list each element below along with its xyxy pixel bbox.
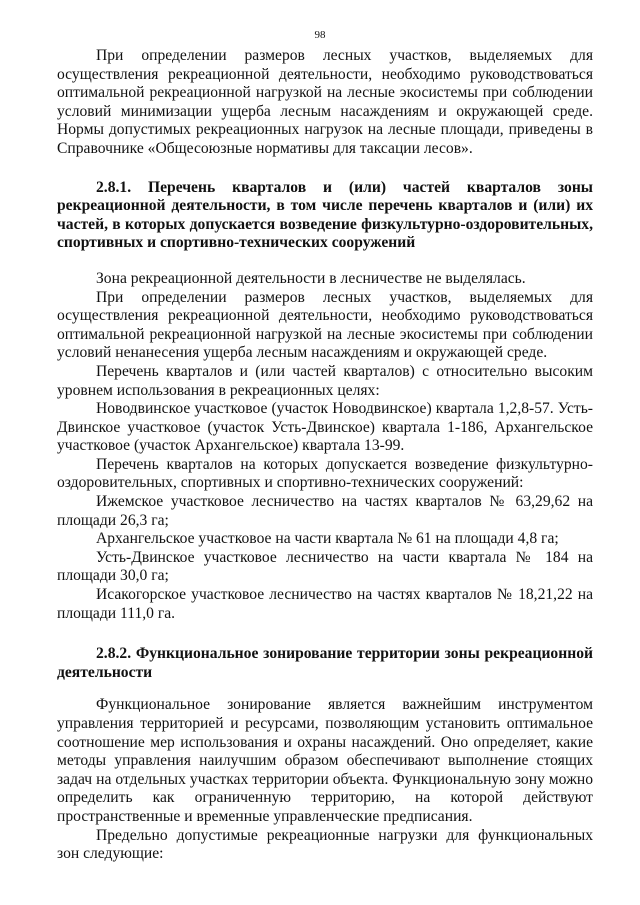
paragraph-plot-sizes: При определении размеров лесных участков, выделяемых для осуществления рекреационной деятельности, необходимо руководствоваться оптимальной рекреационной нагрузкой на лесные экосистемы при соблюдении условий ненанесения ущерба лесным насаждениям и окружающей среде.: [57, 288, 593, 362]
paragraph-ust-dvinskoe: Усть-Двинское участковое лесничество на части квартала № 184 на площади 30,0 га;: [57, 548, 593, 585]
page-content: [57, 47, 593, 864]
heading-2-8-2: 2.8.2. Функциональное зонирование территории зоны рекреационной деятельности: [57, 645, 593, 681]
paragraph-novodvinskoe: Новодвинское участковое (участок Новодвинское) квартала 1,2,8-57. Усть-Двинское участковое (участок Усть-Двинское) квартала 1-186, Архангельское участковое (участок Архангельское) квартала 13-99.: [57, 400, 593, 455]
paragraph-izhemskoe: Ижемское участковое лесничество на частях кварталов № 63,29,62 на площади 26,3 га;: [57, 493, 593, 529]
paragraph-arkhangelskoe: Архангельское участковое на части квартала № 61 на площади 4,8 га;: [96, 530, 559, 548]
page-number: 98: [314, 29, 326, 41]
paragraph-zone-not-allocated: Зона рекреационной деятельности в лесничестве не выделялась.: [96, 269, 526, 287]
paragraph-intro-norms: При определении размеров лесных участков, выделяемых для осуществления рекреационной деятельности, необходимо руководствоваться оптимальной рекреационной нагрузкой на лесные экосистемы при соблюдении условий минимизации ущерба лесным насаждениям и окружающей среде. Нормы допустимых рекреационных нагрузок на лесные площади, приведены в Справочнике «Общесоюзные нормативы для таксации лесов».: [57, 47, 593, 157]
heading-2-8-1: 2.8.1. Перечень кварталов и (или) частей кварталов зоны рекреационной деятельности, в том числе перечень кварталов и (или) их частей, в которых допускается возведение физкультурно-оздоровительных, спортивных и спортивно-технических сооружений: [57, 178, 593, 252]
paragraph-isakogorskoe: Исакогорское участковое лесничество на частях кварталов № 18,21,22 на площади 111,0 га.: [57, 586, 593, 622]
paragraph-high-use-list: Перечень кварталов и (или частей кварталов) с относительно высоким уровнем использования в рекреационных целях:: [57, 362, 593, 399]
paragraph-max-loads: Предельно допустимые рекреационные нагрузки для функциональных зон следующие:: [57, 826, 593, 863]
paragraph-construction-list: Перечень кварталов на которых допускается возведение физкультурно-оздоровительных, спортивных и спортивно-технических сооружений:: [57, 455, 593, 492]
paragraph-functional-zoning: Функциональное зонирование является важнейшим инструментом управления территорией и ресурсами, позволяющим установить оптимальное соотношение мер использования и охраны насаждений. Оно определяет, какие методы управления наилучшим образом обеспечивают выполнение стоящих задач на отдельных участках территории объекта. Функциональную зону можно определить как ограниченную территорию, на которой действуют пространственные и временные управленческие предписания.: [57, 696, 593, 825]
